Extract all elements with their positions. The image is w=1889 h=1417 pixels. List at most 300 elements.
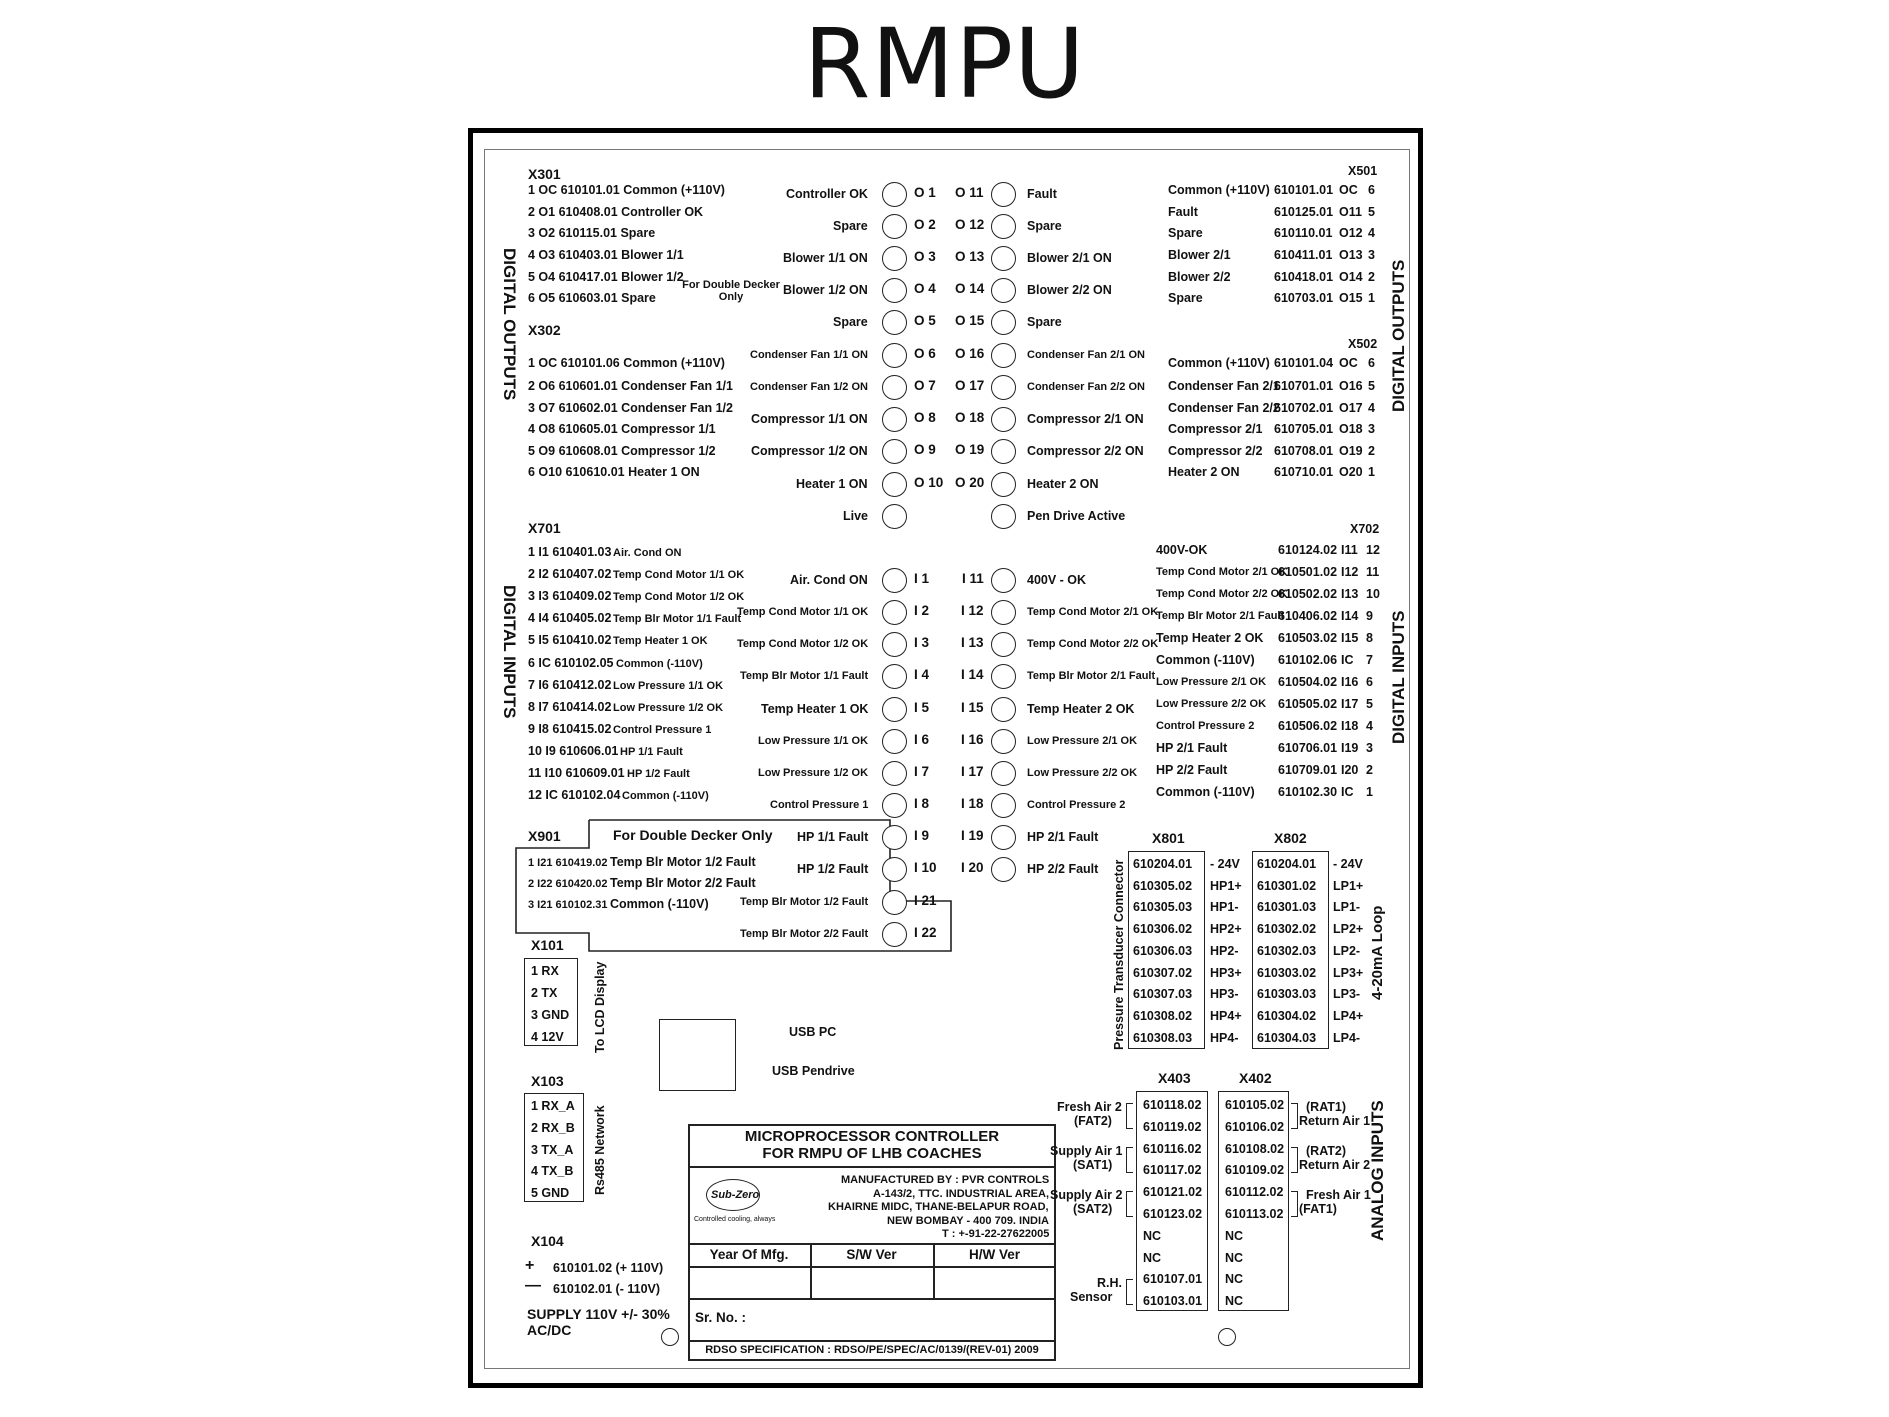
led-left-id: O 4 [914, 281, 936, 296]
x501-pin: 4 [1368, 226, 1375, 240]
status-led [991, 278, 1016, 303]
status-led [882, 922, 907, 947]
status-led [882, 214, 907, 239]
x702-terminal: I18 [1341, 719, 1359, 733]
x801-signal: HP4+ [1210, 1008, 1242, 1023]
led-left-label: Condenser Fan 1/2 ON [750, 381, 868, 393]
x501-code: 610125.01 [1274, 205, 1334, 219]
serial-number-label: Sr. No. : [695, 1310, 747, 1325]
led-right-id: O 11 [955, 185, 984, 200]
analog-inputs-label: ANALOG INPUTS [1368, 1100, 1387, 1241]
x502-pin: 6 [1368, 356, 1375, 370]
x402-sensor-label: Fresh Air 1 [1306, 1188, 1371, 1202]
led-left-id: O 2 [914, 217, 936, 232]
digital-inputs-left-label: DIGITAL INPUTS [500, 585, 519, 719]
x702-desc: Control Pressure 2 [1156, 720, 1255, 732]
x502-code: 610101.04 [1274, 356, 1334, 370]
manufacturer-line: MANUFACTURED BY : PVR CONTROLS [841, 1174, 1050, 1186]
x702-pin: 3 [1366, 741, 1373, 755]
x302-row: 3 O7 610602.01 Condenser Fan 1/2 [528, 401, 733, 415]
x702-pin: 10 [1366, 587, 1380, 601]
x702-desc: HP 2/1 Fault [1156, 741, 1228, 755]
x501-desc: Spare [1168, 226, 1203, 240]
x301-row: 5 O4 610417.01 Blower 1/2 [528, 270, 684, 284]
x702-code: 610502.02 [1278, 587, 1338, 601]
led-left-label: Heater 1 ON [796, 477, 868, 491]
x802-code: 610303.03 [1257, 987, 1317, 1002]
x801-code: 610305.02 [1133, 878, 1193, 893]
x801-code: 610307.02 [1133, 965, 1193, 980]
x702-code: 610709.01 [1278, 763, 1338, 777]
led-right-id: I 11 [962, 571, 984, 586]
led-left-label: Compressor 1/1 ON [751, 412, 868, 426]
x702-pin: 9 [1366, 609, 1373, 623]
x701-row-terminal: 2 I2 610407.02 [528, 567, 612, 582]
x702-desc: Temp Cond Motor 2/1 OK [1156, 566, 1288, 578]
x702-desc: 400V-OK [1156, 543, 1208, 557]
led-right-id: I 18 [961, 796, 984, 811]
x702-terminal: I20 [1341, 763, 1359, 777]
x702-terminal: IC [1341, 653, 1354, 667]
led-right-id: O 19 [955, 442, 985, 457]
x702-terminal: I12 [1341, 565, 1359, 579]
led-right-label: Temp Blr Motor 2/1 Fault [1027, 670, 1156, 682]
x702-pin: 4 [1366, 719, 1373, 733]
x801-signal: HP2- [1210, 943, 1239, 958]
x901-row-label: Temp Blr Motor 1/2 Fault [610, 855, 756, 869]
led-left-id: I 6 [914, 732, 930, 747]
status-led [991, 568, 1016, 593]
x104-header: X104 [531, 1233, 564, 1249]
status-led [991, 439, 1016, 464]
x701-row-label: HP 1/1 Fault [620, 745, 683, 758]
status-led [882, 697, 907, 722]
x801-signal: HP3+ [1210, 965, 1242, 980]
x901-header: X901 [528, 828, 561, 844]
x802-code: 610304.02 [1257, 1008, 1317, 1023]
led-left-label: Temp Blr Motor 1/1 Fault [740, 670, 869, 682]
x701-row-terminal: 4 I4 610405.02 [528, 611, 612, 626]
led-right-label: Heater 2 ON [1027, 477, 1099, 491]
x103-row: 1 RX_A [531, 1099, 575, 1113]
x702-code: 610501.02 [1278, 565, 1338, 579]
status-led [991, 729, 1016, 754]
led-left-label: Temp Blr Motor 2/2 Fault [740, 928, 869, 940]
x701-row-terminal: 5 I5 610410.02 [528, 633, 612, 648]
x301-row: 4 O3 610403.01 Blower 1/1 [528, 248, 684, 262]
x104-row-2: 610102.01 (- 110V) [553, 1282, 661, 1296]
x501-pin: 6 [1368, 183, 1375, 197]
x501-terminal: O12 [1339, 226, 1363, 240]
x701-row-label: Low Pressure 1/2 OK [613, 701, 724, 714]
led-left-id: I 1 [914, 571, 930, 586]
x701-row-terminal: 10 I9 610606.01 [528, 743, 619, 758]
x301-row: 1 OC 610101.01 Common (+110V) [528, 183, 725, 197]
nameplate-divider-2 [688, 1243, 1056, 1245]
led-right-label: Low Pressure 2/2 OK [1027, 767, 1138, 779]
led-left-label: Live [843, 509, 869, 523]
led-right-label: Blower 2/2 ON [1027, 283, 1112, 297]
nameplate-divider-3 [688, 1266, 1056, 1268]
status-led [882, 825, 907, 850]
status-led [882, 472, 907, 497]
led-right-id: I 14 [961, 667, 984, 682]
x502-terminal: OC [1339, 356, 1358, 370]
x701-row-label: Control Pressure 1 [613, 723, 712, 736]
x402-code: 610112.02 [1225, 1185, 1284, 1200]
led-left-id: O 8 [914, 410, 936, 425]
x403-code: 610119.02 [1143, 1119, 1202, 1134]
x802-signal: LP2+ [1333, 922, 1364, 937]
x502-pin: 2 [1368, 444, 1375, 458]
status-led [882, 504, 907, 529]
x502-terminal: O18 [1339, 422, 1363, 436]
x701-row-terminal: 7 I6 610412.02 [528, 677, 612, 692]
x103-header: X103 [531, 1073, 564, 1089]
led-left-id: I 10 [914, 860, 937, 875]
x701-row-label: Temp Cond Motor 1/1 OK [613, 569, 745, 582]
x403-code: 610107.01 [1143, 1272, 1203, 1287]
rdso-spec: RDSO SPECIFICATION : RDSO/PE/SPEC/AC/0139/(REV-01) 2009 [705, 1344, 1039, 1356]
led-left-label: Temp Cond Motor 1/1 OK [737, 606, 869, 618]
led-left-id: O 7 [914, 378, 936, 393]
x402-code: NC [1225, 1250, 1244, 1265]
x502-terminal: O19 [1339, 444, 1363, 458]
x702-terminal: I11 [1341, 543, 1358, 557]
x502-code: 610710.01 [1274, 465, 1334, 479]
year-of-mfg-label: Year Of Mfg. [709, 1247, 789, 1262]
x702-desc: Temp Cond Motor 2/2 OK [1156, 588, 1288, 600]
x701-row-terminal: 9 I8 610415.02 [528, 721, 612, 736]
subzero-logo-icon [706, 1179, 760, 1211]
nameplate-divider-4 [688, 1298, 1056, 1300]
led-left-id: I 22 [914, 925, 937, 940]
led-right-label: Spare [1027, 315, 1062, 329]
x501-pin: 2 [1368, 270, 1375, 284]
x502-pin: 3 [1368, 422, 1375, 436]
led-right-id: I 17 [961, 764, 984, 779]
led-left-label: Spare [833, 315, 868, 329]
led-right-label: Temp Cond Motor 2/1 OK [1027, 606, 1159, 618]
x501-pin: 1 [1368, 291, 1375, 305]
x403-code: 610117.02 [1143, 1163, 1202, 1178]
x501-terminal: OC [1339, 183, 1358, 197]
x701-row-label: Air. Cond ON [613, 547, 682, 559]
x403-sensor-label: R.H. [1097, 1276, 1122, 1290]
x702-pin: 6 [1366, 675, 1373, 689]
status-led [991, 697, 1016, 722]
x702-desc: Low Pressure 2/1 OK [1156, 676, 1267, 688]
led-left-label: Controller OK [786, 187, 868, 201]
x502-terminal: O16 [1339, 379, 1363, 393]
x402-code: 610109.02 [1225, 1163, 1285, 1178]
nameplate-title-2: FOR RMPU OF LHB COACHES [762, 1145, 982, 1162]
led-left-id: O 6 [914, 346, 936, 361]
x802-code: 610301.03 [1257, 900, 1317, 915]
x402-bracket [1291, 1103, 1298, 1129]
status-led [882, 310, 907, 335]
x802-signal: LP1+ [1333, 878, 1364, 893]
x502-terminal: O20 [1339, 465, 1363, 479]
status-led [991, 632, 1016, 657]
led-right-label: Low Pressure 2/1 OK [1027, 735, 1138, 747]
x501-pin: 3 [1368, 248, 1375, 262]
led-right-label: Condenser Fan 2/1 ON [1027, 349, 1145, 361]
led-right-id: I 13 [961, 635, 984, 650]
status-led [991, 214, 1016, 239]
x701-row-label: Temp Heater 1 OK [613, 635, 708, 648]
led-left-label: Temp Cond Motor 1/2 OK [737, 638, 869, 650]
x501-pin: 5 [1368, 205, 1375, 219]
led-left-label: Low Pressure 1/2 OK [758, 767, 869, 779]
x402-code: 610113.02 [1225, 1207, 1284, 1221]
x801-code: 610306.02 [1133, 922, 1193, 937]
x701-row-label: Temp Blr Motor 1/1 Fault [613, 613, 742, 626]
x502-terminal: O17 [1339, 401, 1363, 415]
x501-code: 610418.01 [1274, 270, 1334, 284]
status-led [991, 504, 1016, 529]
x501-header: X501 [1348, 164, 1378, 178]
x403-code: NC [1143, 1228, 1162, 1243]
x702-code: 610706.01 [1278, 741, 1338, 755]
led-left-label: Temp Heater 1 OK [761, 702, 869, 716]
led-right-label: Temp Cond Motor 2/2 OK [1027, 638, 1159, 650]
x901-row-terminal: 1 I21 610419.02 [528, 857, 608, 869]
status-led [991, 761, 1016, 786]
x802-signal: LP2- [1333, 943, 1361, 958]
x702-header: X702 [1350, 522, 1380, 536]
status-led [882, 407, 907, 432]
x502-pin: 4 [1368, 401, 1375, 415]
x801-code: 610308.02 [1133, 1008, 1193, 1023]
led-right-label: HP 2/1 Fault [1027, 830, 1099, 844]
x501-desc: Fault [1168, 205, 1198, 219]
x702-pin: 1 [1366, 785, 1373, 799]
x702-pin: 11 [1366, 565, 1380, 579]
rs485-label: Rs485 Network [593, 1105, 607, 1195]
supply-label: SUPPLY 110V +/- 30% [527, 1306, 670, 1322]
x701-row-terminal: 1 I1 610401.03 [528, 545, 612, 559]
hw-ver-label: H/W Ver [968, 1247, 1020, 1262]
x801-code: 610308.03 [1133, 1030, 1193, 1045]
led-right-id: O 17 [955, 378, 985, 393]
x402-code: NC [1225, 1272, 1244, 1287]
x801-code: 610204.01 [1133, 857, 1193, 871]
x301-row: 6 O5 610603.01 Spare [528, 291, 656, 305]
x301-row: 3 O2 610115.01 Spare [528, 226, 656, 240]
x701-row-label: Common (-110V) [616, 657, 703, 670]
led-right-id: O 20 [955, 475, 985, 490]
x501-desc: Blower 2/2 [1168, 270, 1231, 284]
status-led [882, 761, 907, 786]
usb-pc-label: USB PC [789, 1025, 837, 1039]
status-led [882, 278, 907, 303]
x702-code: 610504.02 [1278, 675, 1338, 689]
digital-outputs-left-label: DIGITAL OUTPUTS [500, 248, 519, 401]
x402-code: 610106.02 [1225, 1119, 1285, 1134]
led-right-id: I 16 [961, 732, 984, 747]
x502-desc: Condenser Fan 2/1 [1168, 379, 1280, 393]
led-right-label: Control Pressure 2 [1027, 799, 1126, 811]
led-left-id: O 3 [914, 249, 936, 264]
loop-label: 4-20mA Loop [1369, 905, 1386, 1000]
led-right-label: Spare [1027, 219, 1062, 233]
led-left-label: Air. Cond ON [790, 573, 868, 587]
status-led [991, 246, 1016, 271]
x501-desc: Common (+110V) [1168, 183, 1270, 197]
x801-header: X801 [1152, 830, 1185, 846]
x702-terminal: I14 [1341, 609, 1359, 623]
x702-desc: Temp Heater 2 OK [1156, 631, 1264, 645]
status-led [882, 182, 907, 207]
x502-desc: Condenser Fan 2/2 [1168, 401, 1280, 415]
lcd-display-label: To LCD Display [593, 961, 607, 1053]
x301-row: 2 O1 610408.01 Controller OK [528, 205, 704, 219]
x501-code: 610101.01 [1274, 183, 1334, 197]
sw-ver-label: S/W Ver [846, 1247, 897, 1262]
mounting-hole-right [1218, 1328, 1236, 1346]
x802-code: 610302.02 [1257, 922, 1317, 937]
x502-code: 610705.01 [1274, 422, 1334, 436]
x403-header: X403 [1158, 1070, 1191, 1086]
led-left-label: Condenser Fan 1/1 ON [750, 349, 868, 361]
x402-sensor-label: Return Air 1 [1299, 1114, 1371, 1128]
x801-code: 610305.03 [1133, 900, 1193, 915]
x702-pin: 7 [1366, 653, 1373, 667]
x103-row: 4 TX_B [531, 1164, 574, 1179]
led-left-id: I 2 [914, 603, 930, 618]
x702-pin: 8 [1366, 631, 1373, 645]
x402-code: NC [1225, 1228, 1244, 1243]
x502-pin: 5 [1368, 379, 1375, 393]
x702-pin: 12 [1366, 543, 1380, 557]
x402-code: 610105.02 [1225, 1098, 1285, 1112]
x402-sensor-label: (FAT1) [1299, 1202, 1337, 1216]
minus-sign: — [525, 1277, 541, 1294]
x502-desc: Compressor 2/1 [1168, 422, 1263, 436]
x302-row: 2 O6 610601.01 Condenser Fan 1/1 [528, 379, 733, 393]
x402-code: 610108.02 [1225, 1141, 1285, 1156]
manufacturer-line: NEW BOMBAY - 400 709. INDIA [887, 1214, 1049, 1227]
led-right-id: I 20 [961, 860, 984, 875]
status-led [991, 407, 1016, 432]
x802-code: 610302.03 [1257, 943, 1317, 958]
usb-pendrive-label: USB Pendrive [772, 1064, 855, 1078]
x802-header: X802 [1274, 830, 1307, 846]
x702-terminal: I17 [1341, 697, 1359, 711]
x701-row-label: Temp Cond Motor 1/2 OK [613, 591, 745, 604]
led-left-label: Low Pressure 1/1 OK [758, 735, 869, 747]
x702-code: 610506.02 [1278, 719, 1338, 733]
status-led [991, 600, 1016, 625]
x302-row: 1 OC 610101.06 Common (+110V) [528, 356, 725, 370]
led-left-label: HP 1/2 Fault [797, 862, 869, 876]
status-led [882, 343, 907, 368]
x702-code: 610505.02 [1278, 697, 1338, 711]
x403-code: 610123.02 [1143, 1207, 1203, 1221]
manufacturer-line: KHAIRNE MIDC, THANE-BELAPUR ROAD, [828, 1201, 1049, 1213]
x403-code: 610118.02 [1143, 1098, 1202, 1112]
supply-acdc-label: AC/DC [527, 1322, 572, 1338]
manufacturer-line: T : +-91-22-27622005 [942, 1228, 1050, 1240]
x702-pin: 2 [1366, 763, 1373, 777]
x502-desc: Common (+110V) [1168, 356, 1270, 370]
led-right-label: Compressor 2/2 ON [1027, 444, 1144, 458]
x403-bracket [1126, 1147, 1133, 1173]
x702-terminal: IC [1341, 785, 1354, 799]
status-led [882, 375, 907, 400]
status-led [991, 793, 1016, 818]
led-right-label: Blower 2/1 ON [1027, 251, 1112, 265]
x502-desc: Heater 2 ON [1168, 465, 1240, 479]
status-led [991, 825, 1016, 850]
x901-row-label: Temp Blr Motor 2/2 Fault [610, 876, 756, 890]
led-right-label: Condenser Fan 2/2 ON [1027, 381, 1145, 393]
led-left-id: I 9 [914, 828, 930, 843]
x103-row: 5 GND [531, 1186, 570, 1201]
x301-header: X301 [528, 166, 561, 182]
nameplate-title-1: MICROPROCESSOR CONTROLLER [744, 1128, 1000, 1145]
x501-terminal: O13 [1339, 248, 1363, 262]
x501-desc: Blower 2/1 [1168, 248, 1231, 262]
led-right-label: HP 2/2 Fault [1027, 862, 1099, 876]
led-left-label: Blower 1/1 ON [783, 251, 868, 265]
x702-code: 610124.02 [1278, 543, 1338, 557]
status-led [882, 600, 907, 625]
x403-sensor-label: Sensor [1070, 1290, 1113, 1304]
x702-desc: Common (-110V) [1156, 653, 1255, 667]
x403-sensor-label: Supply Air 2 [1050, 1188, 1123, 1202]
x701-row-label: HP 1/2 Fault [627, 768, 690, 780]
x403-sensor-label: (SAT1) [1073, 1158, 1113, 1172]
x701-row-terminal: 3 I3 610409.02 [528, 589, 612, 604]
x402-bracket [1291, 1191, 1298, 1217]
x101-row: 4 12V [531, 1030, 564, 1044]
led-right-id: I 19 [961, 828, 984, 843]
led-right-id: O 14 [955, 281, 985, 296]
x403-bracket [1126, 1279, 1133, 1305]
led-right-id: O 13 [955, 249, 985, 264]
page-title: RMPU [803, 8, 1086, 120]
led-left-id: I 7 [914, 764, 930, 779]
x403-bracket [1126, 1191, 1133, 1217]
x701-row-label: Low Pressure 1/1 OK [613, 679, 724, 692]
x802-signal: LP4- [1333, 1030, 1361, 1045]
status-led [991, 857, 1016, 882]
x801-signal: HP2+ [1210, 922, 1242, 937]
x501-terminal: O15 [1339, 291, 1363, 305]
x701-row-terminal: 11 I10 610609.01 [528, 766, 625, 780]
led-right-label: Compressor 2/1 ON [1027, 412, 1144, 426]
status-led [882, 857, 907, 882]
x802-code: 610303.02 [1257, 965, 1317, 980]
x403-bracket [1126, 1103, 1133, 1129]
x501-terminal: O11 [1339, 205, 1362, 219]
status-led [882, 246, 907, 271]
led-left-id: I 4 [914, 667, 930, 682]
x403-sensor-label: (SAT2) [1073, 1202, 1113, 1216]
logo-text: Sub-Zero [711, 1189, 760, 1201]
status-led [882, 632, 907, 657]
x901-row-terminal: 3 I21 610102.31 [528, 899, 608, 911]
x801-code: 610306.03 [1133, 943, 1193, 958]
x302-header: X302 [528, 322, 561, 338]
x101-header: X101 [531, 937, 564, 953]
mounting-hole-left [661, 1328, 679, 1346]
led-left-id: O 1 [914, 185, 936, 200]
x702-desc: HP 2/2 Fault [1156, 763, 1228, 777]
led-right-label: 400V - OK [1027, 573, 1087, 587]
